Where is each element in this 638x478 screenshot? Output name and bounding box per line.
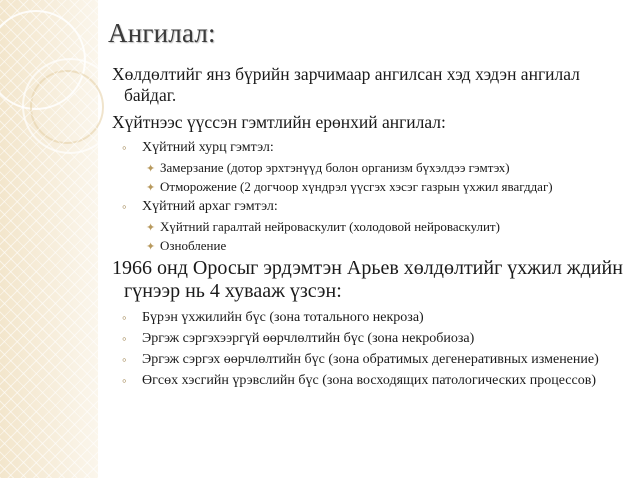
bullet-text: Отморожение (2 догчоор хүндрэл үүсгэх хэсэг газрын үхжил явагддаг): [160, 179, 553, 194]
circle-bullet-icon: ◦: [122, 352, 127, 367]
bullet-level3: [146, 179, 632, 195]
star-bullet-icon: ✦: [146, 241, 156, 253]
circle-bullet-icon: ◦: [122, 199, 127, 214]
bullet-text: Өгсөх хэсгийн үрэвслийн бүс (зона восходящих патологических процессов): [142, 373, 597, 388]
bullet-level2: [122, 198, 632, 215]
bullet-level3: [146, 160, 632, 176]
bullet-level3: [146, 238, 632, 254]
bullet-level3: [146, 219, 632, 235]
star-bullet-icon: ✦: [146, 182, 156, 194]
bullet-text: Хүйтний гаралтай нейроваскулит (холодовой нейроваскулит): [160, 219, 500, 234]
decorative-circle-icon: [30, 70, 104, 144]
decorative-side-strip: [0, 0, 98, 478]
bullet-level2: [122, 372, 632, 389]
bullet-level1: Хүйтнээс үүссэн гэмтлийн ерөнхий ангилал:: [112, 112, 446, 132]
circle-bullet-icon: ◦: [122, 310, 127, 325]
bullet-text: Бүрэн үхжилийн бүс (зона тотального некроза): [142, 310, 424, 325]
bullet-level1: 1966 онд Оросыг эрдэмтэн Арьев хөлдөлтийг үхжил ждийн гүнээр нь 4 хувааж үзсэн:: [112, 257, 623, 302]
bullet-text: Хүйтний хурц гэмтэл:: [142, 140, 274, 155]
bullet-text: Эргэж сэргэх өөрчлөлтийн бүс (зона обратимых дегенеративных изменение): [142, 352, 599, 367]
slide-title: Ангилал:: [108, 18, 216, 48]
bullet-level2: [122, 139, 632, 156]
bullet-level2: [122, 309, 632, 326]
star-bullet-icon: ✦: [146, 163, 156, 175]
bullet-text: Хүйтний архаг гэмтэл:: [142, 199, 278, 214]
bullet-level2: [122, 330, 632, 347]
bullet-text: Ознобление: [160, 238, 227, 253]
star-bullet-icon: ✦: [146, 222, 156, 234]
circle-bullet-icon: ◦: [122, 140, 127, 155]
decorative-circle-icon: [0, 10, 86, 110]
bullet-text: Замерзание (дотор эрхтэнүүд болон организм бүхэлдээ гэмтэх): [160, 160, 510, 175]
circle-bullet-icon: ◦: [122, 331, 127, 346]
bullet-text: Эргэж сэргэхээргүй өөрчлөлтийн бүс (зона некробиоза): [142, 331, 475, 346]
bullet-level1: Хөлдөлтийг янз бүрийн зарчимаар ангилсан хэд хэдэн ангилал байдаг.: [112, 64, 580, 105]
slide-content: [112, 64, 632, 393]
circle-bullet-icon: ◦: [122, 373, 127, 388]
bullet-level2: [122, 351, 632, 368]
